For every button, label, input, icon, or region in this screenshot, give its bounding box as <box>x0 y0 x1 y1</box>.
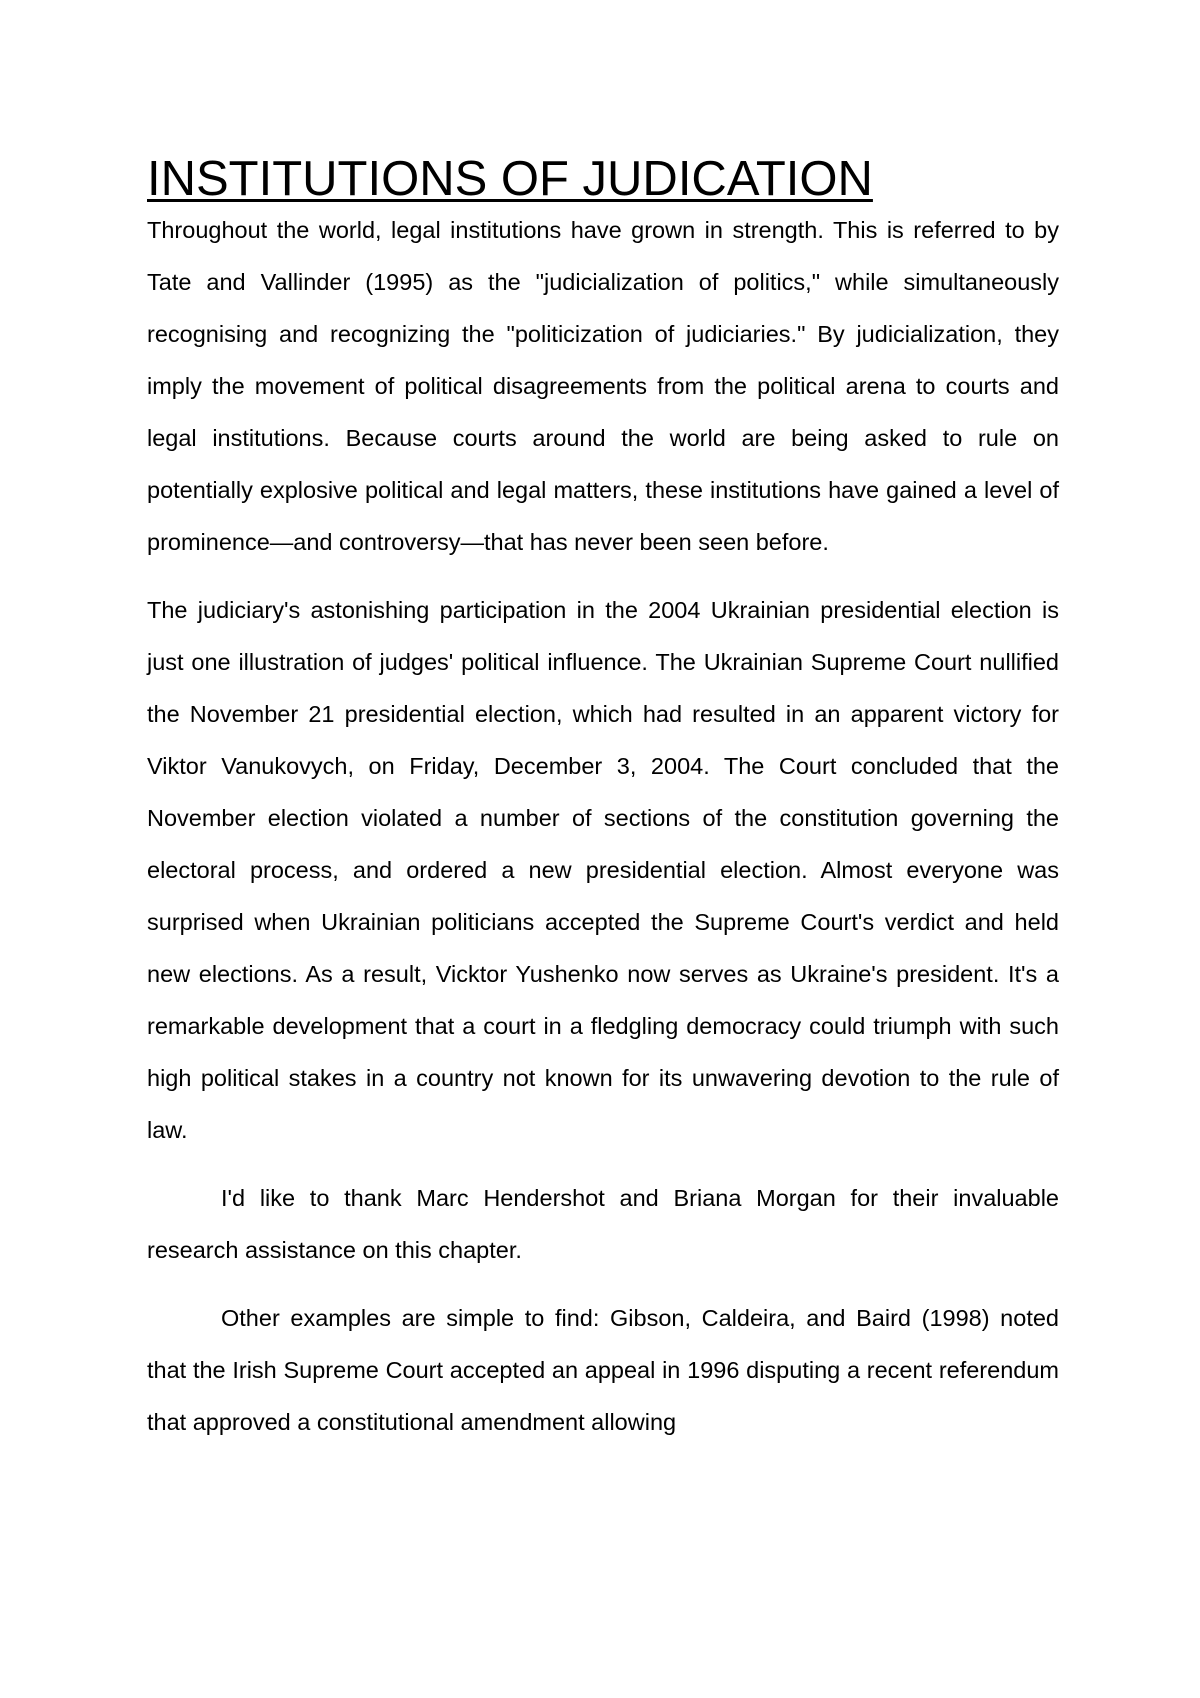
paragraph-ukraine-election: The judiciary's astonishing participation in the 2004 Ukrainian presidential election is just one illustration of judges' political influence. The Ukrainian Supreme Court nullified the November 21 presidential election, which had resulted in an apparent victory for Viktor Vanukovych, on Friday, December 3, 2004. The Court concluded that the November election violated a number of sections of the constitution governing the electoral process, and ordered a new presidential election. Almost everyone was surprised when Ukrainian politicians accepted the Supreme Court's verdict and held new elections. As a result, Vicktor Yushenko now serves as Ukraine's president. It's a remarkable development that a court in a fledgling democracy could triumph with such high political stakes in a country not known for its unwavering devotion to the rule of law. <box>147 597 1059 1143</box>
paragraph-other-examples: Other examples are simple to find: Gibson, Caldeira, and Baird (1998) noted that the Irish Supreme Court accepted an appeal in 1996 disputing a recent referendum that approved a constitutional amendment allowing <box>147 1305 1059 1435</box>
paragraph-judicialization: Throughout the world, legal institutions have grown in strength. This is referred to by Tate and Vallinder (1995) as the "judicialization of politics," while simultaneously recognising and recognizing the "politicization of judiciaries." By judicialization, they imply the movement of political disagreements from the political arena to courts and legal institutions. Because courts around the world are being asked to rule on potentially explosive political and legal matters, these institutions have gained a level of prominence—and controversy—that has never been seen before. <box>147 217 1059 555</box>
document-title: INSTITUTIONS OF JUDICATION <box>147 152 873 206</box>
document-body <box>147 150 1059 1448</box>
paragraph-acknowledgement: I'd like to thank Marc Hendershot and Briana Morgan for their invaluable research assistance on this chapter. <box>147 1185 1059 1263</box>
